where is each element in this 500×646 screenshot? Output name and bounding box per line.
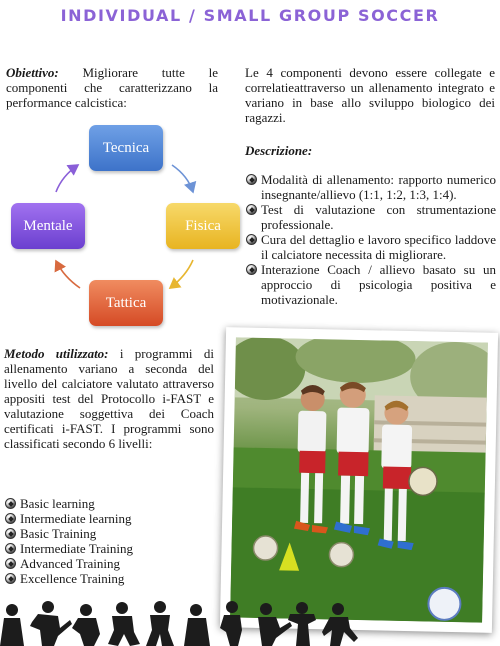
description-list	[245, 172, 496, 307]
cycle-node-fisica: Fisica	[166, 203, 240, 249]
description-item-text: Modalità di allenamento: rapporto numerico insegnante/allievo (1:1, 1:2, 1:3, 1:4).	[261, 172, 496, 202]
objective-text: Migliorare tutte le componenti che caratterizzano la performance calcistica:	[6, 65, 218, 110]
level-item	[4, 571, 204, 586]
description-item-text: Cura del dettaglio e lavoro specifico laddove il calciatore necessita di migliorare.	[261, 232, 496, 262]
soccer-ball-icon	[5, 543, 16, 554]
method-label: Metodo utilizzato:	[4, 346, 109, 361]
level-item	[4, 541, 204, 556]
arrow-tattica-mentale	[56, 261, 80, 288]
cycle-node-mentale: Mentale	[11, 203, 85, 249]
soccer-ball-icon	[5, 498, 16, 509]
soccer-ball-icon	[5, 558, 16, 569]
description-heading	[245, 143, 495, 158]
level-label: Basic learning	[20, 496, 95, 511]
kids-silhouettes-decoration	[0, 598, 360, 646]
components-intro: Le 4 componenti devono essere collegate e correlatieattraverso un allenamento integrato e variano in base allo sviluppo biologico dei ragazzi.	[245, 65, 495, 125]
level-item	[4, 556, 204, 571]
method-paragraph	[4, 346, 214, 451]
level-item	[4, 526, 204, 541]
arrow-tecnica-fisica	[172, 165, 193, 192]
level-label: Intermediate learning	[20, 511, 132, 526]
arrow-mentale-tecnica	[56, 165, 78, 192]
training-photo-image	[230, 337, 488, 622]
soccer-ball-icon	[5, 528, 16, 539]
objective-paragraph	[6, 65, 218, 110]
description-heading-text: Descrizione:	[245, 143, 313, 158]
cycle-node-tattica: Tattica	[89, 280, 163, 326]
description-item-text: Test di valutazione con strumentazione professionale.	[261, 202, 496, 232]
level-item	[4, 511, 204, 526]
soccer-ball-icon	[246, 204, 257, 215]
objective-label: Obiettivo:	[6, 65, 59, 80]
method-text: i programmi di allenamento variano a seconda del livello del calciatore valutato attraverso appositi test del Protocollo i-FAST e valutazione soggettiva dei Coach certificati i-FAST. I programmi sono classificati secondo 6 livelli:	[4, 346, 214, 451]
training-photo	[220, 327, 498, 633]
page-title: INDIVIDUAL / SMALL GROUP SOCCER	[60, 6, 440, 25]
kids-soccer-illustration	[230, 337, 488, 622]
description-item	[245, 262, 496, 307]
description-item	[245, 202, 496, 232]
level-label: Excellence Training	[20, 571, 125, 586]
description-item	[245, 172, 496, 202]
soccer-ball-icon	[246, 174, 257, 185]
cycle-node-tecnica: Tecnica	[89, 125, 163, 171]
arrow-fisica-tattica	[170, 260, 193, 288]
level-label: Intermediate Training	[20, 541, 134, 556]
soccer-ball-icon	[5, 513, 16, 524]
level-item	[4, 496, 204, 511]
levels-list	[4, 496, 204, 586]
soccer-ball-icon	[5, 573, 16, 584]
description-item	[245, 232, 496, 262]
level-label: Basic Training	[20, 526, 97, 541]
soccer-ball-icon	[246, 264, 257, 275]
level-label: Advanced Training	[20, 556, 121, 571]
description-item-text: Interazione Coach / allievo basato su un approccio di psicologia positiva e motivazionale.	[261, 262, 496, 307]
soccer-ball-icon	[246, 234, 257, 245]
